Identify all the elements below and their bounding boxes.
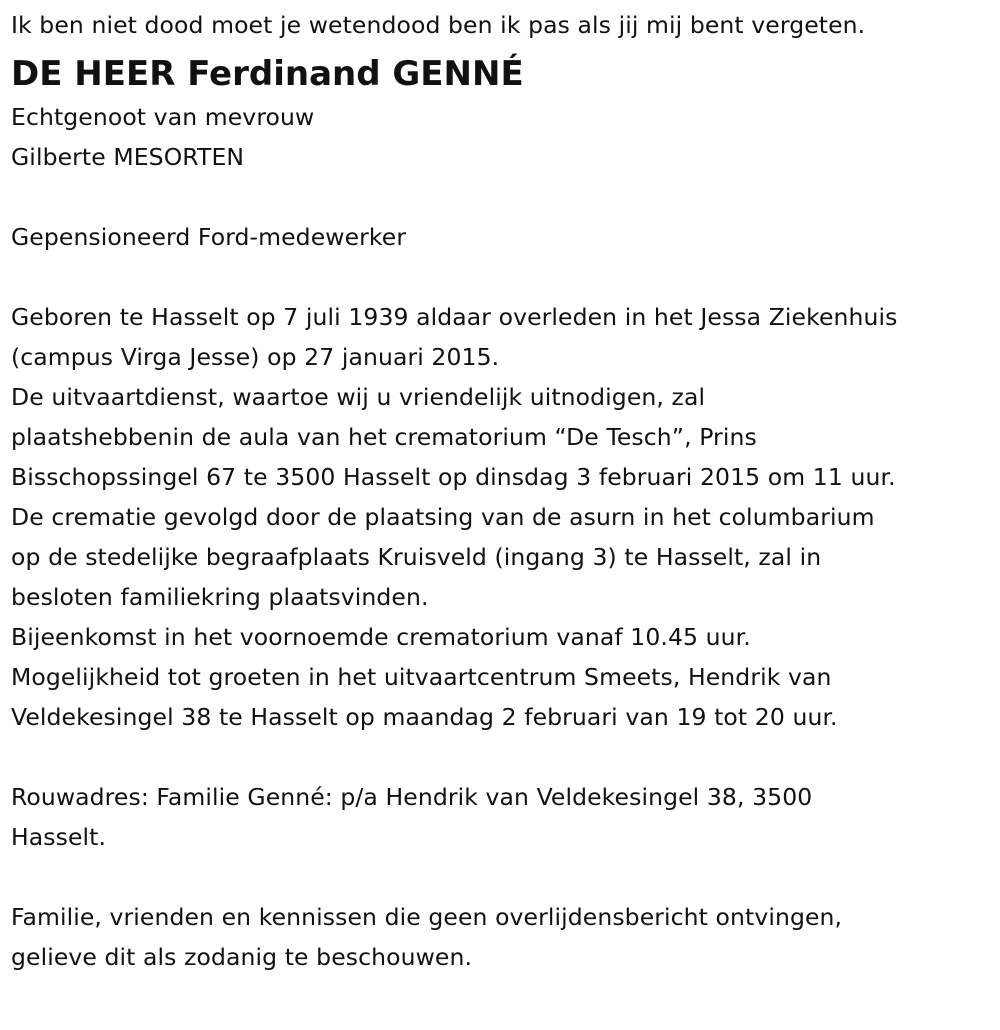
- spacer: [11, 257, 996, 297]
- closing-line-1: Familie, vrienden en kennissen die geen overlijdensbericht ontvingen,: [11, 903, 843, 931]
- spacer: [11, 857, 996, 897]
- occupation-line: Gepensioneerd Ford-medewerker: [11, 223, 407, 251]
- details-block: [11, 297, 996, 737]
- closing-line-2: gelieve dit als zodanig te beschouwen.: [11, 943, 473, 971]
- obituary-notice: [11, 0, 996, 977]
- motto-quote: Ik ben niet dood moet je wetendood ben ik pas als jij mij bent vergeten.: [11, 11, 866, 39]
- details-line: De crematie gevolgd door de plaatsing van de asurn in het columbarium: [11, 503, 875, 531]
- details-line: Mogelijkheid tot groeten in het uitvaartcentrum Smeets, Hendrik van: [11, 663, 832, 691]
- details-line: Geboren te Hasselt op 7 juli 1939 aldaar overleden in het Jessa Ziekenhuis: [11, 303, 898, 331]
- spacer: [11, 177, 996, 217]
- details-line: op de stedelijke begraafplaats Kruisveld (ingang 3) te Hasselt, zal in: [11, 543, 822, 571]
- details-line: besloten familiekring plaatsvinden.: [11, 583, 429, 611]
- spouse-line-2: Gilberte MESORTEN: [11, 143, 245, 171]
- details-line: Bisschopssingel 67 te 3500 Hasselt op dinsdag 3 februari 2015 om 11 uur.: [11, 463, 896, 491]
- details-line: Veldekesingel 38 te Hasselt op maandag 2 februari van 19 tot 20 uur.: [11, 703, 838, 731]
- spouse-line-1: Echtgenoot van mevrouw: [11, 103, 315, 131]
- details-line: (campus Virga Jesse) op 27 januari 2015.: [11, 343, 500, 371]
- spacer: [11, 737, 996, 777]
- details-line: Bijeenkomst in het voornoemde crematorium vanaf 10.45 uur.: [11, 623, 751, 651]
- mourning-address-line-2: Hasselt.: [11, 823, 107, 851]
- details-line: De uitvaartdienst, waartoe wij u vriendelijk uitnodigen, zal: [11, 383, 706, 411]
- deceased-name-title: DE HEER Ferdinand GENNÉ: [11, 54, 524, 94]
- mourning-address-line-1: Rouwadres: Familie Genné: p/a Hendrik van Veldekesingel 38, 3500: [11, 783, 813, 811]
- details-line: plaatshebbenin de aula van het crematorium “De Tesch”, Prins: [11, 423, 757, 451]
